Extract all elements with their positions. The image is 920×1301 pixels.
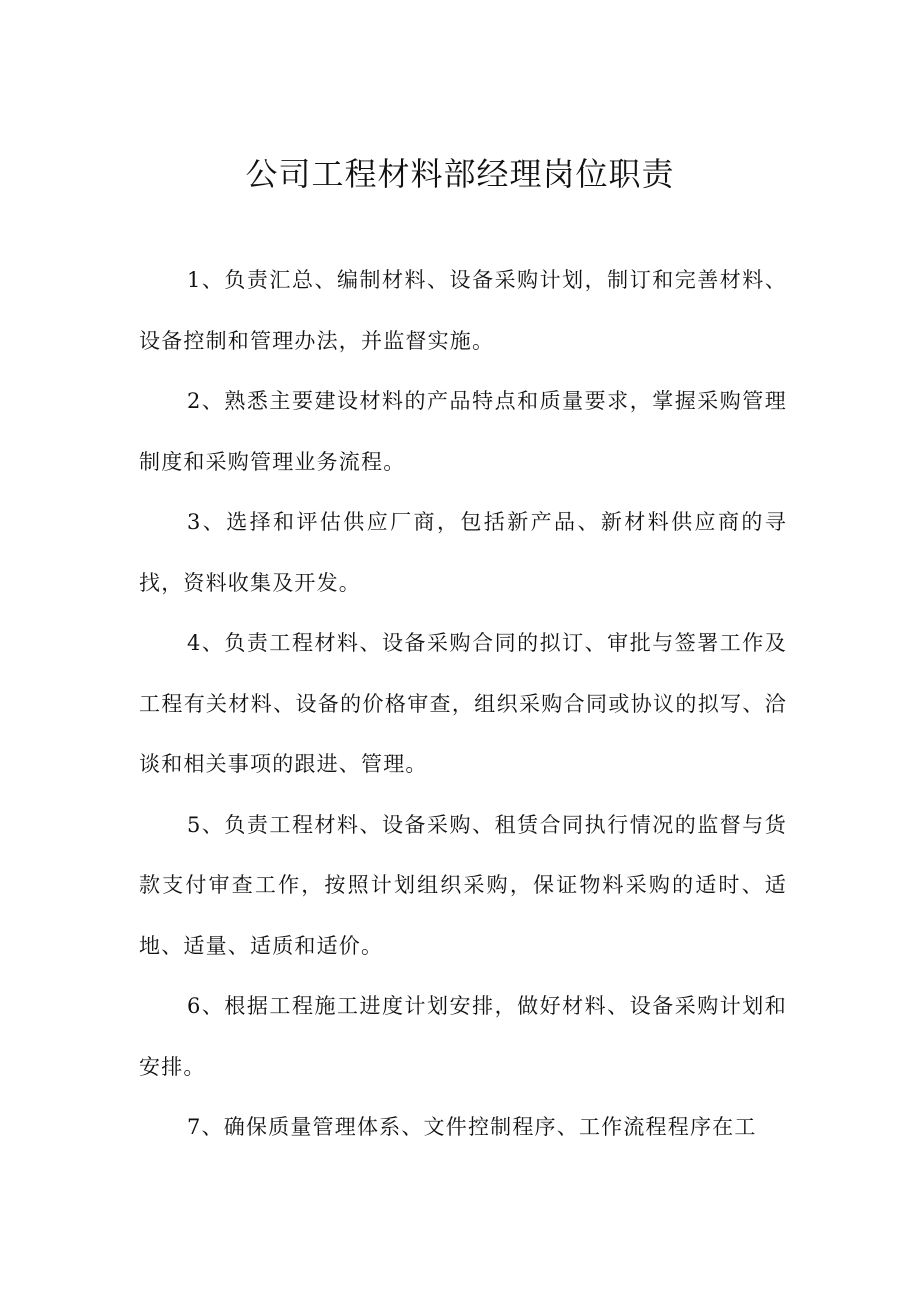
paragraph-4: 4、负责工程材料、设备采购合同的拟订、审批与签署工作及工程有关材料、设备的价格审查，组织采购合同或协议的拟写、洽谈和相关事项的跟进、管理。	[139, 631, 787, 776]
paragraph-5: 5、负责工程材料、设备采购、租赁合同执行情况的监督与货款支付审查工作，按照计划组织采购，保证物料采购的适时、适地、适量、适质和适价。	[139, 812, 787, 958]
paragraph-2: 2、熟悉主要建设材料的产品特点和质量要求，掌握采购管理制度和采购管理业务流程。	[139, 389, 787, 474]
document-title: 公司工程材料部经理岗位职责	[245, 155, 675, 193]
paragraph-6: 6、根据工程施工进度计划安排，做好材料、设备采购计划和安排。	[139, 994, 787, 1079]
paragraph-7: 7、确保质量管理体系、文件控制程序、工作流程程序在工	[187, 1115, 757, 1139]
paragraph-3: 3、选择和评估供应厂商，包括新产品、新材料供应商的寻找，资料收集及开发。	[139, 510, 787, 595]
document-body	[139, 250, 787, 1158]
paragraph-1: 1、负责汇总、编制材料、设备采购计划，制订和完善材料、设备控制和管理办法，并监督实施。	[139, 268, 787, 353]
